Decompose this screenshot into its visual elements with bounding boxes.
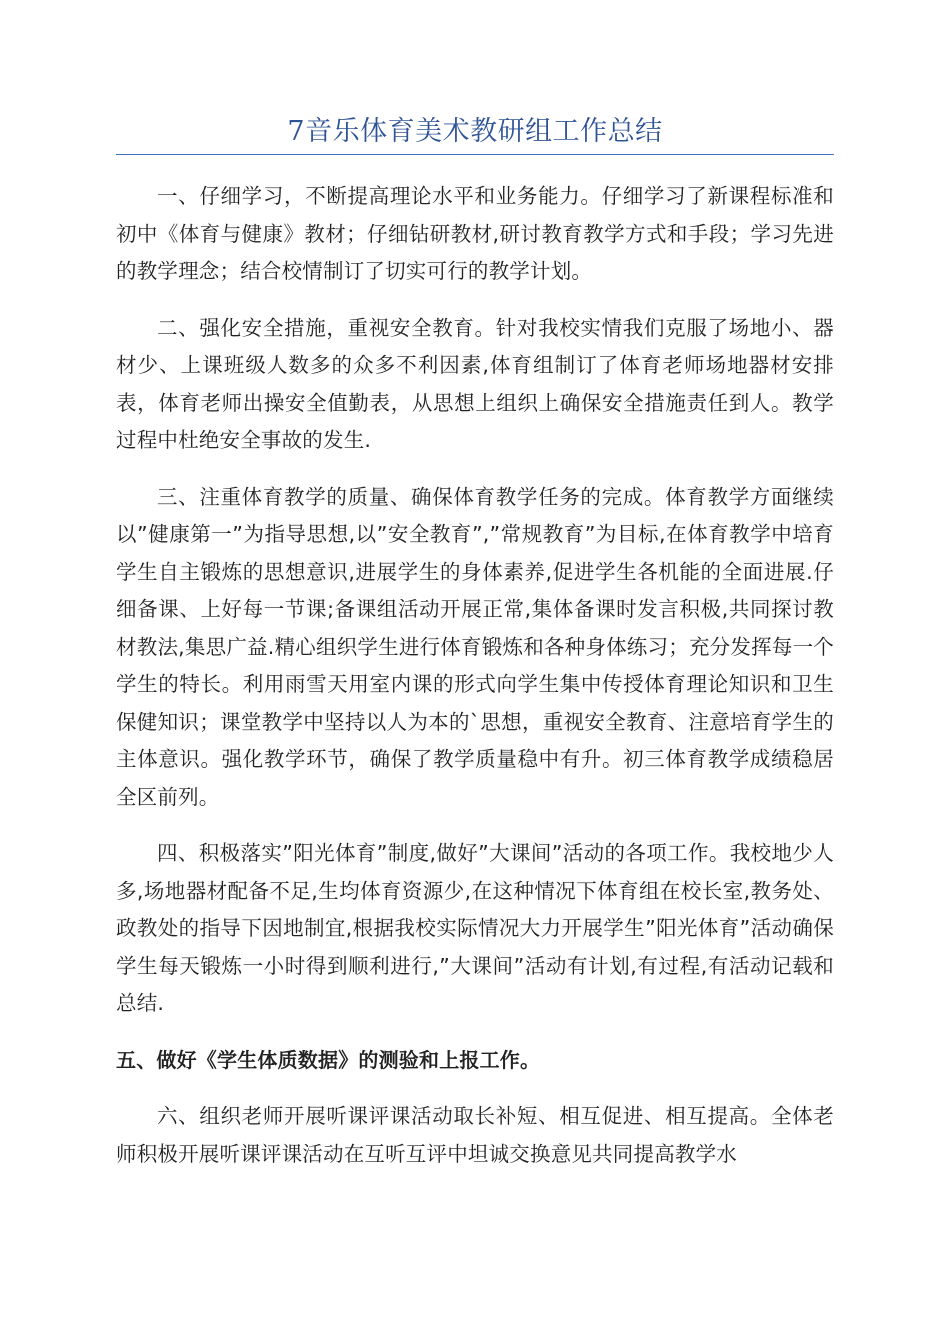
paragraph-3: 三、注重体育教学的质量、确保体育教学任务的完成。体育教学方面继续以”健康第一”为指导思想,以”安全教育”,”常规教育”为目标,在体育教学中培育学生自主锻炼的思想意识,进展学生的身体素养,促进学生各机能的全面进展.仔细备课、上好每一节课;备课组活动开展正常,集体备课时发言积极,共同探讨教材教法,集思广益.精心组织学生进行体育锻炼和各种身体练习；充分发挥每一个学生的特长。利用雨雪天用室内课的形式向学生集中传授体育理论知识和卫生保健知识；课堂教学中坚持以人为本的`思想，重视安全教育、注意培育学生的主体意识。强化教学环节，确保了教学质量稳中有升。初三体育教学成绩稳居全区前列。 bbox=[116, 484, 834, 809]
document-body bbox=[116, 178, 834, 1192]
paragraph-6: 六、组织老师开展听课评课活动取长补短、相互促进、相互提高。全体老师积极开展听课评课活动在互听互评中坦诚交换意见共同提高教学水 bbox=[116, 1104, 834, 1166]
paragraph-5-heading: 五、做好《学生体质数据》的测验和上报工作。 bbox=[116, 1047, 541, 1072]
document-title: 7音乐体育美术教研组工作总结 bbox=[287, 116, 663, 147]
paragraph-4: 四、积极落实”阳光体育”制度,做好”大课间”活动的各项工作。我校地少人多,场地器材配备不足,生均体育资源少,在这种情况下体育组在校长室,教务处、政教处的指导下因地制宜,根据我校实际情况大力开展学生”阳光体育”活动确保学生每天锻炼一小时得到顺利进行,”大课间”活动有计划,有过程,有活动记载和总结. bbox=[116, 841, 834, 1015]
title-underline bbox=[116, 154, 834, 155]
paragraph-1: 一、仔细学习，不断提高理论水平和业务能力。仔细学习了新课程标准和初中《体育与健康》教材；仔细钻研教材,研讨教育教学方式和手段；学习先进的教学理念；结合校情制订了切实可行的教学计划。 bbox=[116, 184, 834, 283]
paragraph-2: 二、强化安全措施，重视安全教育。针对我校实情我们克服了场地小、器材少、上课班级人数多的众多不利因素,体育组制订了体育老师场地器材安排表，体育老师出操安全值勤表，从思想上组织上确保安全措施责任到人。教学过程中杜绝安全事故的发生. bbox=[116, 315, 834, 452]
